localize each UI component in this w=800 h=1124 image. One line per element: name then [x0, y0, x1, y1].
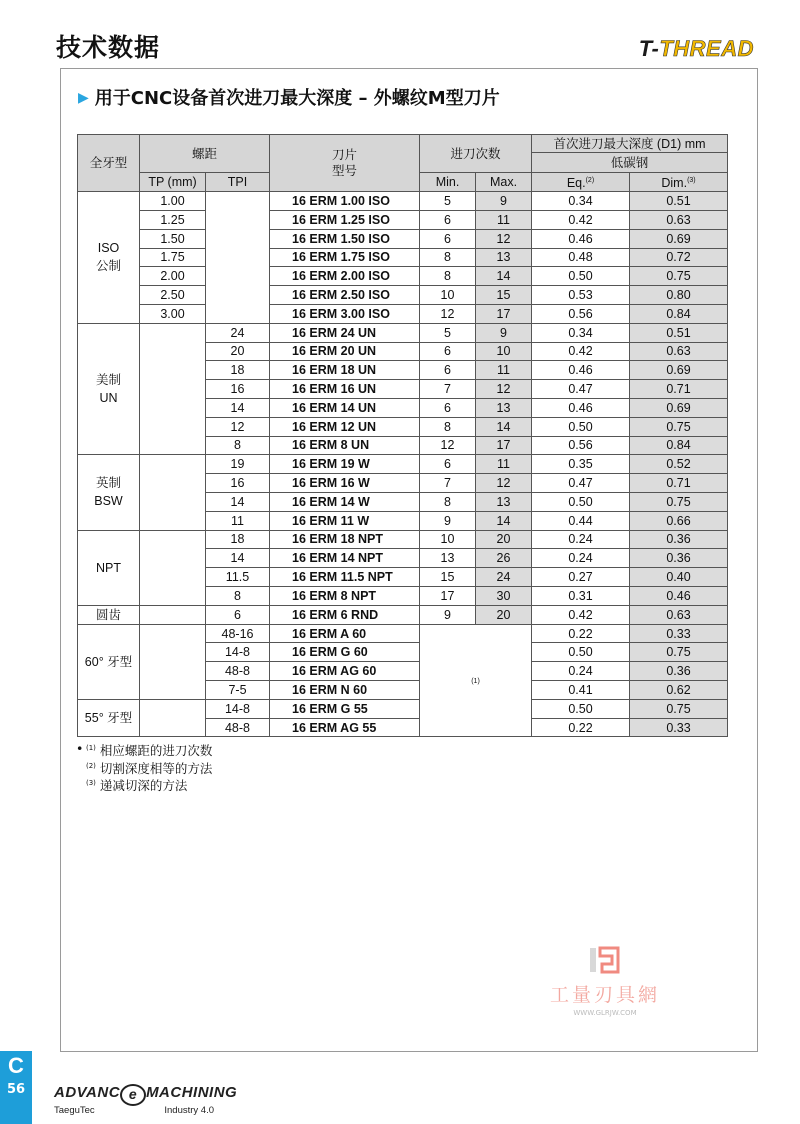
header-passes: 进刀次数 — [420, 135, 532, 173]
tpi-cell: 7-5 — [206, 681, 270, 700]
dim-depth-cell: 0.63 — [630, 342, 728, 361]
technical-data-table — [77, 134, 728, 737]
eq-depth-cell: 0.31 — [532, 586, 630, 605]
insert-cell: 16 ERM 14 NPT — [270, 549, 420, 568]
thread-type-cell — [78, 624, 140, 699]
eq-depth-cell: 0.34 — [532, 192, 630, 211]
min-passes-cell: 8 — [420, 248, 476, 267]
eq-depth-cell: 0.27 — [532, 568, 630, 587]
dim-depth-cell: 0.33 — [630, 624, 728, 643]
insert-cell: 16 ERM 1.00 ISO — [270, 192, 420, 211]
tp-cell: 2.50 — [140, 286, 206, 305]
max-passes-cell: 12 — [476, 474, 532, 493]
insert-cell: 16 ERM 20 UN — [270, 342, 420, 361]
footer-logo-sub — [54, 1105, 214, 1116]
tpi-cell: 24 — [206, 323, 270, 342]
tpi-cell: 14-8 — [206, 699, 270, 718]
min-passes-cell: 7 — [420, 474, 476, 493]
header-insert — [270, 135, 420, 192]
table-body — [78, 192, 728, 737]
insert-cell: 16 ERM 19 W — [270, 455, 420, 474]
insert-cell: 16 ERM 16 W — [270, 474, 420, 493]
header-thread-type: 全牙型 — [78, 135, 140, 192]
tpi-cell: 14-8 — [206, 643, 270, 662]
thread-type-label: 55° 牙型 — [84, 711, 133, 726]
max-passes-cell: 10 — [476, 342, 532, 361]
thread-type-label: ISO — [97, 241, 120, 256]
header-insert-line2: 型号 — [331, 164, 357, 179]
table-row — [78, 267, 728, 286]
header-eq-ref: (2) — [585, 177, 595, 184]
dim-depth-cell: 0.71 — [630, 380, 728, 399]
thread-type-cell — [78, 323, 140, 455]
header-tp: TP (mm) — [140, 173, 206, 192]
page-title: 技术数据 — [56, 33, 161, 62]
section-letter: C — [8, 1053, 24, 1078]
max-passes-cell: 30 — [476, 586, 532, 605]
max-passes-cell: 11 — [476, 210, 532, 229]
brand-logo-thread: THREAD — [659, 36, 754, 61]
footer-logo — [54, 1084, 237, 1116]
triangle-bullet-icon: ▶ — [78, 90, 89, 106]
eq-depth-cell: 0.35 — [532, 455, 630, 474]
footer-logo-e: e — [120, 1084, 146, 1106]
header-eq-label: Eq. — [566, 176, 586, 191]
table-row — [78, 605, 728, 624]
eq-depth-cell: 0.50 — [532, 417, 630, 436]
eq-depth-cell: 0.56 — [532, 436, 630, 455]
dim-depth-cell: 0.75 — [630, 417, 728, 436]
tp-cell: 2.00 — [140, 267, 206, 286]
dim-depth-cell: 0.51 — [630, 192, 728, 211]
passes-note-ref: (1) — [471, 678, 480, 686]
table-row — [78, 699, 728, 718]
dim-depth-cell: 0.36 — [630, 530, 728, 549]
min-passes-cell: 9 — [420, 605, 476, 624]
min-passes-cell: 17 — [420, 586, 476, 605]
table-row — [78, 210, 728, 229]
insert-cell: 16 ERM 1.25 ISO — [270, 210, 420, 229]
brand-logo-t: T- — [638, 36, 660, 61]
eq-depth-cell: 0.50 — [532, 699, 630, 718]
eq-depth-cell: 0.41 — [532, 681, 630, 700]
insert-cell: 16 ERM 8 UN — [270, 436, 420, 455]
insert-cell: 16 ERM N 60 — [270, 681, 420, 700]
max-passes-cell: 26 — [476, 549, 532, 568]
dim-depth-cell: 0.72 — [630, 248, 728, 267]
max-passes-cell: 14 — [476, 267, 532, 286]
insert-cell: 16 ERM 11.5 NPT — [270, 568, 420, 587]
header-min: Min. — [420, 173, 476, 192]
tp-cell-empty — [140, 699, 206, 737]
max-passes-cell: 13 — [476, 248, 532, 267]
footer-logo-right: MACHINING — [146, 1084, 238, 1101]
footnote-1 — [76, 741, 212, 759]
footnote-text: 相应螺距的进刀次数 — [99, 743, 213, 759]
min-passes-cell: 6 — [420, 210, 476, 229]
max-passes-cell: 20 — [476, 605, 532, 624]
dim-depth-cell: 0.80 — [630, 286, 728, 305]
table-row — [78, 323, 728, 342]
dim-depth-cell: 0.84 — [630, 436, 728, 455]
tpi-cell: 16 — [206, 380, 270, 399]
dim-depth-cell: 0.62 — [630, 681, 728, 700]
thread-type-label: 60° 牙型 — [84, 654, 133, 669]
insert-cell: 16 ERM 14 UN — [270, 398, 420, 417]
table-row — [78, 248, 728, 267]
eq-depth-cell: 0.48 — [532, 248, 630, 267]
tpi-cell: 14 — [206, 398, 270, 417]
insert-cell: 16 ERM 2.00 ISO — [270, 267, 420, 286]
tpi-cell: 18 — [206, 361, 270, 380]
eq-depth-cell: 0.56 — [532, 304, 630, 323]
insert-cell: 16 ERM G 55 — [270, 699, 420, 718]
footer-logo-main — [54, 1084, 237, 1106]
dim-depth-cell: 0.69 — [630, 398, 728, 417]
min-passes-cell: 8 — [420, 267, 476, 286]
dim-depth-cell: 0.69 — [630, 229, 728, 248]
eq-depth-cell: 0.42 — [532, 342, 630, 361]
footnote-ref: (3) — [86, 779, 96, 788]
insert-cell: 16 ERM AG 60 — [270, 662, 420, 681]
table-row — [78, 455, 728, 474]
min-passes-cell: 5 — [420, 323, 476, 342]
eq-depth-cell: 0.46 — [532, 361, 630, 380]
insert-cell: 16 ERM 14 W — [270, 492, 420, 511]
eq-depth-cell: 0.22 — [532, 624, 630, 643]
min-passes-cell: 10 — [420, 286, 476, 305]
table-row — [78, 192, 728, 211]
footnote-3 — [76, 776, 212, 794]
tp-cell: 1.75 — [140, 248, 206, 267]
max-passes-cell: 20 — [476, 530, 532, 549]
min-passes-cell: 6 — [420, 398, 476, 417]
eq-depth-cell: 0.46 — [532, 398, 630, 417]
thread-type-label: 公制 — [95, 259, 121, 274]
insert-cell: 16 ERM 12 UN — [270, 417, 420, 436]
eq-depth-cell: 0.24 — [532, 662, 630, 681]
dim-depth-cell: 0.71 — [630, 474, 728, 493]
tpi-cell: 11.5 — [206, 568, 270, 587]
eq-depth-cell: 0.34 — [532, 323, 630, 342]
footnote-ref: (1) — [86, 744, 96, 752]
tpi-cell: 14 — [206, 549, 270, 568]
tp-cell-empty — [140, 530, 206, 605]
section-title — [78, 84, 500, 110]
tpi-cell: 48-8 — [206, 718, 270, 737]
footnotes — [76, 741, 212, 794]
min-passes-cell: 12 — [420, 436, 476, 455]
max-passes-cell: 11 — [476, 455, 532, 474]
thread-type-label: NPT — [96, 560, 121, 575]
footnote-2 — [76, 759, 212, 777]
header-eq — [532, 173, 630, 192]
header-dim-label: Dim. — [661, 176, 688, 191]
dim-depth-cell: 0.46 — [630, 586, 728, 605]
table-row — [78, 286, 728, 305]
tpi-cell: 14 — [206, 492, 270, 511]
bullet-icon: • — [76, 741, 84, 756]
eq-depth-cell: 0.50 — [532, 492, 630, 511]
thread-type-cell — [78, 605, 140, 624]
insert-cell: 16 ERM 18 NPT — [270, 530, 420, 549]
tp-cell: 3.00 — [140, 304, 206, 323]
max-passes-cell: 14 — [476, 417, 532, 436]
table-row — [78, 229, 728, 248]
min-passes-cell: 6 — [420, 361, 476, 380]
dim-depth-cell: 0.52 — [630, 455, 728, 474]
eq-depth-cell: 0.24 — [532, 549, 630, 568]
passes-note-cell — [420, 624, 532, 737]
max-passes-cell: 12 — [476, 380, 532, 399]
tp-cell-empty — [140, 455, 206, 530]
thread-type-cell — [78, 530, 140, 605]
dim-depth-cell: 0.63 — [630, 605, 728, 624]
eq-depth-cell: 0.50 — [532, 643, 630, 662]
tp-cell: 1.25 — [140, 210, 206, 229]
tpi-cell: 18 — [206, 530, 270, 549]
dim-depth-cell: 0.84 — [630, 304, 728, 323]
min-passes-cell: 5 — [420, 192, 476, 211]
max-passes-cell: 11 — [476, 361, 532, 380]
eq-depth-cell: 0.47 — [532, 474, 630, 493]
eq-depth-cell: 0.47 — [532, 380, 630, 399]
table-row — [78, 304, 728, 323]
thread-type-cell — [78, 699, 140, 737]
insert-cell: 16 ERM 1.50 ISO — [270, 229, 420, 248]
insert-cell: 16 ERM 3.00 ISO — [270, 304, 420, 323]
insert-cell: 16 ERM A 60 — [270, 624, 420, 643]
dim-depth-cell: 0.36 — [630, 549, 728, 568]
tpi-cell: 48-8 — [206, 662, 270, 681]
tpi-cell: 8 — [206, 436, 270, 455]
eq-depth-cell: 0.50 — [532, 267, 630, 286]
insert-cell: 16 ERM G 60 — [270, 643, 420, 662]
eq-depth-cell: 0.42 — [532, 210, 630, 229]
header-dim — [630, 173, 728, 192]
max-passes-cell: 15 — [476, 286, 532, 305]
tpi-cell: 20 — [206, 342, 270, 361]
footer-logo-sub-left: TaeguTec — [54, 1105, 95, 1116]
tp-cell: 1.50 — [140, 229, 206, 248]
max-passes-cell: 24 — [476, 568, 532, 587]
dim-depth-cell: 0.66 — [630, 511, 728, 530]
min-passes-cell: 13 — [420, 549, 476, 568]
dim-depth-cell: 0.40 — [630, 568, 728, 587]
header-tpi: TPI — [206, 173, 270, 192]
header-insert-line1: 刀片 — [331, 148, 357, 163]
tpi-cell: 19 — [206, 455, 270, 474]
max-passes-cell: 14 — [476, 511, 532, 530]
footer-logo-left: ADVANC — [54, 1084, 121, 1101]
footnote-ref: (2) — [86, 761, 96, 770]
dim-depth-cell: 0.36 — [630, 662, 728, 681]
tpi-cell: 6 — [206, 605, 270, 624]
tpi-cell: 8 — [206, 586, 270, 605]
max-passes-cell: 13 — [476, 398, 532, 417]
min-passes-cell: 6 — [420, 229, 476, 248]
min-passes-cell: 6 — [420, 455, 476, 474]
dim-depth-cell: 0.75 — [630, 643, 728, 662]
eq-depth-cell: 0.22 — [532, 718, 630, 737]
min-passes-cell: 6 — [420, 342, 476, 361]
min-passes-cell: 15 — [420, 568, 476, 587]
thread-type-label: UN — [99, 391, 118, 406]
tpi-cell: 48-16 — [206, 624, 270, 643]
brand-logo — [639, 36, 754, 62]
dim-depth-cell: 0.75 — [630, 267, 728, 286]
max-passes-cell: 17 — [476, 304, 532, 323]
thread-type-label: 圆齿 — [95, 607, 121, 622]
insert-cell: 16 ERM 11 W — [270, 511, 420, 530]
tp-cell-empty — [140, 323, 206, 455]
tpi-cell-empty — [206, 192, 270, 324]
min-passes-cell: 9 — [420, 511, 476, 530]
header-low-carbon: 低碳钢 — [532, 153, 728, 173]
thread-type-label: BSW — [94, 494, 123, 509]
thread-type-label: 美制 — [95, 373, 121, 388]
insert-cell: 16 ERM 6 RND — [270, 605, 420, 624]
header-pitch: 螺距 — [140, 135, 270, 173]
footnote-text: 递减切深的方法 — [99, 778, 188, 794]
insert-cell: 16 ERM 1.75 ISO — [270, 248, 420, 267]
insert-cell: 16 ERM 16 UN — [270, 380, 420, 399]
min-passes-cell: 8 — [420, 492, 476, 511]
tpi-cell: 12 — [206, 417, 270, 436]
dim-depth-cell: 0.75 — [630, 699, 728, 718]
footer-logo-sub-right: Industry 4.0 — [164, 1105, 214, 1116]
tp-cell-empty — [140, 605, 206, 624]
min-passes-cell: 7 — [420, 380, 476, 399]
max-passes-cell: 9 — [476, 192, 532, 211]
insert-cell: 16 ERM 24 UN — [270, 323, 420, 342]
thread-type-cell — [78, 192, 140, 324]
thread-type-label: 英制 — [95, 476, 121, 491]
header-depth: 首次进刀最大深度 (D1) mm — [532, 135, 728, 153]
tp-cell: 1.00 — [140, 192, 206, 211]
watermark-logo-icon — [588, 946, 622, 976]
tp-cell-empty — [140, 624, 206, 699]
section-title-text: 用于CNC设备首次进刀最大深度 – 外螺纹M型刀片 — [94, 88, 500, 109]
insert-cell: 16 ERM 2.50 ISO — [270, 286, 420, 305]
dim-depth-cell: 0.69 — [630, 361, 728, 380]
max-passes-cell: 9 — [476, 323, 532, 342]
header-max: Max. — [476, 173, 532, 192]
insert-cell: 16 ERM AG 55 — [270, 718, 420, 737]
min-passes-cell: 12 — [420, 304, 476, 323]
footnote-text: 切割深度相等的方法 — [99, 760, 213, 776]
insert-cell: 16 ERM 8 NPT — [270, 586, 420, 605]
watermark-url: WWW.GLRJW.COM — [573, 1009, 637, 1017]
table-row — [78, 530, 728, 549]
dim-depth-cell: 0.63 — [630, 210, 728, 229]
min-passes-cell: 8 — [420, 417, 476, 436]
watermark-text: 工量刃具網 — [549, 984, 660, 1006]
eq-depth-cell: 0.42 — [532, 605, 630, 624]
min-passes-cell: 10 — [420, 530, 476, 549]
header-dim-ref: (3) — [687, 177, 696, 184]
tpi-cell: 11 — [206, 511, 270, 530]
insert-cell: 16 ERM 18 UN — [270, 361, 420, 380]
section-tab — [0, 1051, 32, 1124]
watermark — [540, 946, 670, 1017]
eq-depth-cell: 0.44 — [532, 511, 630, 530]
thread-type-cell — [78, 455, 140, 530]
eq-depth-cell: 0.24 — [532, 530, 630, 549]
dim-depth-cell: 0.75 — [630, 492, 728, 511]
eq-depth-cell: 0.53 — [532, 286, 630, 305]
table-row — [78, 624, 728, 643]
tpi-cell: 16 — [206, 474, 270, 493]
dim-depth-cell: 0.33 — [630, 718, 728, 737]
page-number: 56 — [6, 1082, 26, 1097]
max-passes-cell: 17 — [476, 436, 532, 455]
dim-depth-cell: 0.51 — [630, 323, 728, 342]
eq-depth-cell: 0.46 — [532, 229, 630, 248]
max-passes-cell: 13 — [476, 492, 532, 511]
max-passes-cell: 12 — [476, 229, 532, 248]
